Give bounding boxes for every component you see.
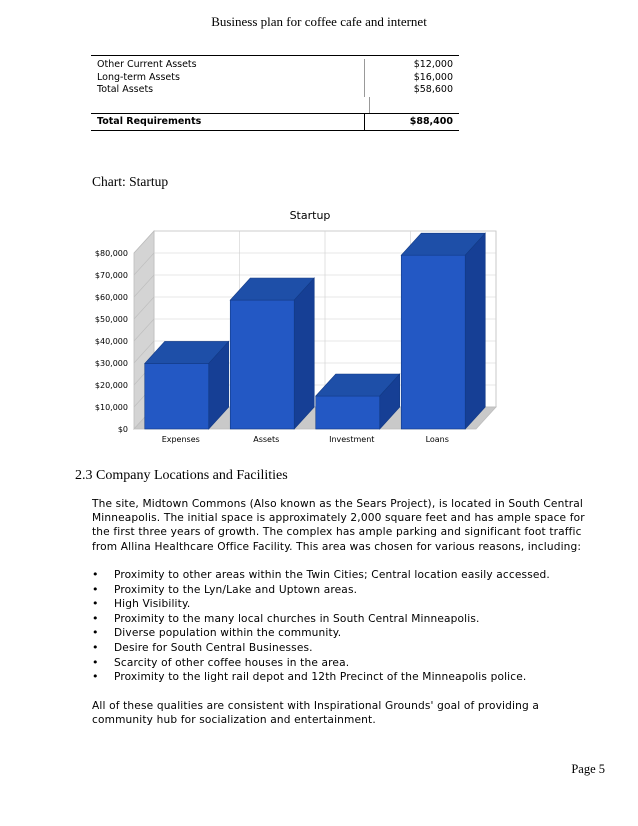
y-tick-label: $40,000 [94, 337, 128, 346]
table-row [91, 72, 459, 85]
table-row [91, 84, 459, 97]
chart-caption: Chart: Startup [92, 174, 169, 189]
startup-chart [86, 200, 516, 455]
y-tick-label: $0 [117, 425, 128, 434]
row-label: Other Current Assets [91, 59, 365, 72]
y-tick-label: $60,000 [94, 293, 128, 302]
bullet-icon: • [92, 670, 99, 684]
y-tick-label: $10,000 [94, 403, 128, 412]
bar-front [316, 396, 380, 429]
total-label: Total Requirements [91, 114, 365, 130]
row-label: Total Assets [91, 84, 365, 97]
y-tick-label: $70,000 [94, 271, 128, 280]
list-item-text: High Visibility. [114, 598, 191, 611]
bar-side [294, 278, 314, 429]
total-value: $88,400 [409, 115, 453, 127]
bullet-icon: • [92, 597, 99, 611]
bar-front [145, 363, 209, 429]
bar-expenses [145, 341, 229, 429]
closing-paragraph: All of these qualities are consistent with Inspirational Grounds' goal of providing a community hub for socialization and entertainment. [92, 700, 540, 727]
bar-investment [316, 374, 400, 429]
x-tick-label: Investment [329, 435, 375, 444]
bar-front [230, 300, 294, 429]
list-item-text: Proximity to the many local churches in South Central Minneapolis. [114, 612, 480, 625]
chart-title: Startup [289, 209, 331, 222]
x-tick-label: Loans [425, 435, 449, 444]
list-item [92, 597, 550, 612]
table-row [91, 59, 459, 72]
list-item-text: Proximity to the light rail depot and 12th Precinct of the Minneapolis police. [114, 671, 527, 684]
bullet-icon: • [92, 626, 99, 640]
bar-assets [230, 278, 314, 429]
bar-side [465, 233, 485, 429]
x-tick-label: Expenses [161, 435, 200, 444]
total-row [91, 113, 459, 131]
list-item-text: Scarcity of other coffee houses in the area. [114, 656, 350, 669]
list-item-text: Diverse population within the community. [114, 627, 342, 640]
list-item [92, 656, 550, 671]
startup-requirements-table [91, 55, 459, 131]
y-tick-label: $20,000 [94, 381, 128, 390]
list-item [92, 641, 550, 656]
bullet-icon: • [92, 568, 99, 581]
y-tick-label: $80,000 [94, 249, 128, 258]
list-item-text: Proximity to other areas within the Twin Cities; Central location easily accessed. [114, 569, 550, 581]
list-item-text: Desire for South Central Businesses. [114, 641, 313, 654]
bullet-icon: • [92, 611, 99, 625]
list-item [92, 583, 550, 598]
intro-paragraph [92, 497, 602, 554]
reasons-list [92, 568, 550, 685]
bullet-icon: • [92, 655, 99, 669]
x-tick-label: Assets [253, 435, 280, 444]
page-number: Page 5 [571, 762, 605, 776]
section-heading: 2.3 Company Locations and Facilities [75, 468, 288, 483]
row-value: $58,600 [413, 84, 453, 95]
row-value: $12,000 [413, 59, 453, 70]
list-item-text: Proximity to the Lyn/Lake and Uptown areas. [114, 583, 358, 596]
row-label: Long-term Assets [91, 72, 365, 85]
y-tick-label: $30,000 [94, 359, 128, 368]
bar-front [401, 255, 465, 429]
bullet-icon: • [92, 582, 99, 596]
bullet-icon: • [92, 640, 99, 654]
list-item [92, 626, 550, 641]
bar-loans [401, 233, 485, 429]
intro-text: The site, Midtown Commons (Also known as the Sears Project), is located in South Central Minneapolis. The initial space is approximately 2,000 square feet and has ample space for the first three years of growth. The complex has ample parking and significant foot traffic from Allina Healthcare Office Facility. This area was chosen for various reasons, including: [92, 498, 585, 553]
list-item [92, 670, 550, 685]
y-tick-label: $50,000 [94, 315, 128, 324]
row-value: $16,000 [413, 71, 453, 83]
list-item [92, 612, 550, 627]
running-header: Business plan for coffee cafe and internet [211, 14, 427, 29]
list-item [92, 568, 550, 583]
